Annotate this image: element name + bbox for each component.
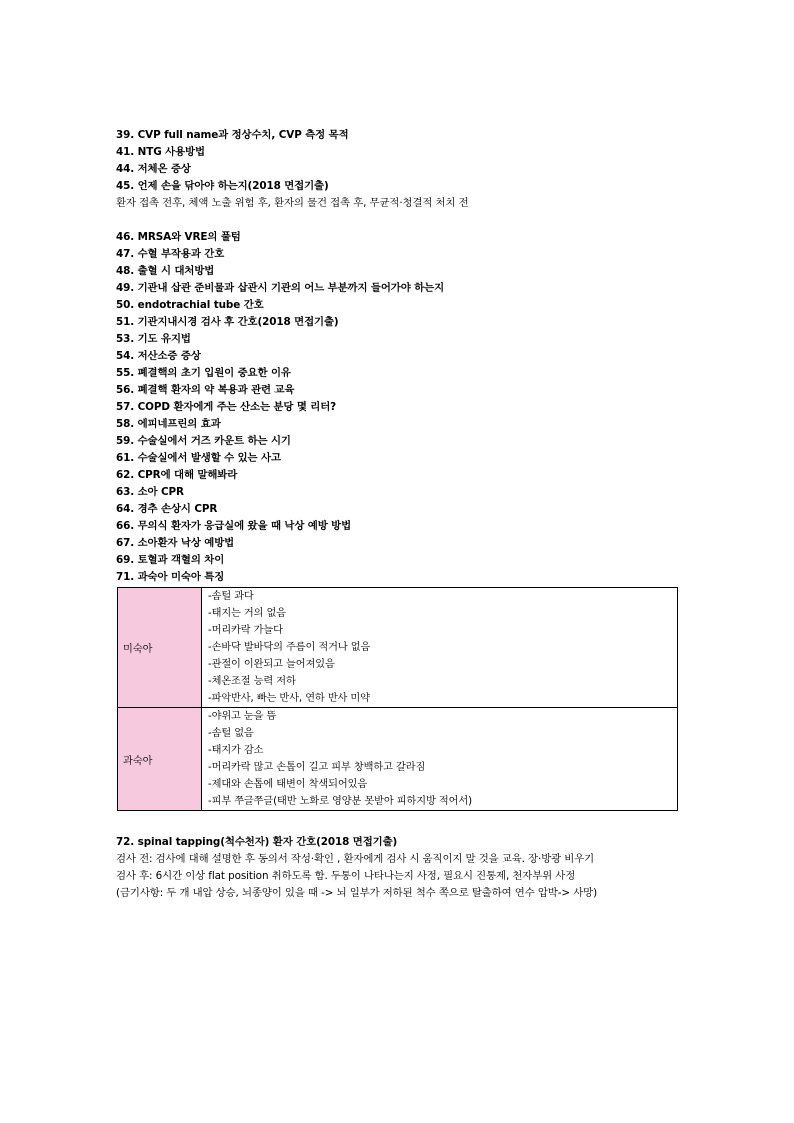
table-item: -머리카락 많고 손톱이 길고 피부 창백하고 갈라짐 <box>208 762 426 773</box>
text-line-mid-14: 62. CPR에 대해 말해봐라 <box>116 469 238 481</box>
text-line-bottom-2: 검사 후: 6시간 이상 flat position 취하도록 함. 두통이 나타나는지 사정, 필요시 진통제, 천자부위 사정 <box>116 870 576 882</box>
document-page <box>116 127 686 902</box>
text-line-mid-5: 51. 기관지내시경 검사 후 간호(2018 면접기출) <box>116 316 339 328</box>
text-line-bottom-1: 검사 전: 검사에 대해 설명한 후 동의서 작성·확인 , 환자에게 검사 시 움직이지 말 것을 교육. 장·방광 비우기 <box>116 853 595 865</box>
text-line-mid-19: 69. 토혈과 객혈의 차이 <box>116 554 225 566</box>
table-item: -머리카락 가늘다 <box>208 625 283 636</box>
text-line-mid-11: 58. 에피네프린의 효과 <box>116 418 221 430</box>
table-item: -솜털 과다 <box>208 591 254 602</box>
table-row <box>118 588 678 708</box>
table-item: -태지가 감소 <box>208 745 264 756</box>
table-item: -체온조절 능력 저하 <box>208 676 296 687</box>
text-line-mid-2: 48. 출혈 시 대처방법 <box>116 265 215 277</box>
text-line-mid-16: 64. 경추 손상시 CPR <box>116 503 218 515</box>
question-list-top <box>116 127 686 212</box>
text-line-top-2: 44. 저체온 증상 <box>116 163 191 175</box>
table-item: -야위고 눈을 뜸 <box>208 711 277 722</box>
table-item: -태지는 거의 없음 <box>208 608 287 619</box>
table-item: -제대와 손톱에 태변이 착색되어있음 <box>208 779 368 790</box>
text-line-mid-15: 63. 소아 CPR <box>116 486 184 498</box>
text-line-mid-18: 67. 소아환자 낙상 예방법 <box>116 537 235 549</box>
text-line-mid-13: 61. 수술실에서 발생할 수 있는 사고 <box>116 452 281 464</box>
table-row-label: 미숙아 <box>118 588 202 708</box>
spacer <box>116 212 686 229</box>
text-line-mid-8: 55. 폐결핵의 초기 입원이 중요한 이유 <box>116 367 291 379</box>
text-line-mid-17: 66. 무의식 환자가 응급실에 왔을 때 낙상 예방 방법 <box>116 520 352 532</box>
question-72-section <box>116 834 686 902</box>
table-row-items <box>202 588 678 708</box>
table-item: -피부 쭈글쭈글(태반 노화로 영양분 못받아 피하지방 적어서) <box>208 796 472 807</box>
text-line-mid-1: 47. 수혈 부작용과 간호 <box>116 248 225 260</box>
table-row <box>118 708 678 811</box>
text-line-mid-0: 46. MRSA와 VRE의 풀텀 <box>116 231 241 243</box>
text-line-top-4: 환자 접촉 전후, 체액 노출 위험 후, 환자의 물건 접촉 후, 무균적·청결적 처치 전 <box>116 197 469 209</box>
text-line-bottom-0: 72. spinal tapping(척수천자) 환자 간호(2018 면접기출) <box>116 836 398 848</box>
text-line-mid-6: 53. 기도 유지법 <box>116 333 191 345</box>
text-line-mid-12: 59. 수술실에서 거즈 카운트 하는 시기 <box>116 435 291 447</box>
premature-postmature-table <box>117 587 678 811</box>
text-line-top-3: 45. 언제 손을 닦아야 하는지(2018 면접기출) <box>116 180 329 192</box>
text-line-top-1: 41. NTG 사용방법 <box>116 146 205 158</box>
text-line-mid-9: 56. 폐결핵 환자의 약 복용과 관련 교육 <box>116 384 295 396</box>
text-line-mid-10: 57. COPD 환자에게 주는 산소는 분당 몇 리터? <box>116 401 337 413</box>
text-line-mid-20: 71. 과숙아 미숙아 특징 <box>116 571 225 583</box>
text-line-bottom-3: (금기사항: 두 개 내압 상승, 뇌종양이 있을 때 -> 뇌 일부가 저하된 척수 쪽으로 탈출하여 연수 압박-> 사망) <box>116 887 598 899</box>
table-item: -손바닥 발바닥의 주름이 적거나 없음 <box>208 642 371 653</box>
table-row-label: 과숙아 <box>118 708 202 811</box>
question-list-mid <box>116 229 686 586</box>
text-line-mid-4: 50. endotrachial tube 간호 <box>116 299 264 311</box>
table-item: -솜털 없음 <box>208 728 254 739</box>
text-line-top-0: 39. CVP full name과 정상수치, CVP 측정 목적 <box>116 129 349 141</box>
table-row-items <box>202 708 678 811</box>
text-line-mid-3: 49. 기관내 삽관 준비물과 삽관시 기관의 어느 부분까지 들어가야 하는지 <box>116 282 445 294</box>
text-line-mid-7: 54. 저산소증 증상 <box>116 350 201 362</box>
table-item: -관절이 이완되고 늘어져있음 <box>208 659 335 670</box>
table-item: -파악반사, 빠는 반사, 연하 반사 미약 <box>208 693 370 704</box>
